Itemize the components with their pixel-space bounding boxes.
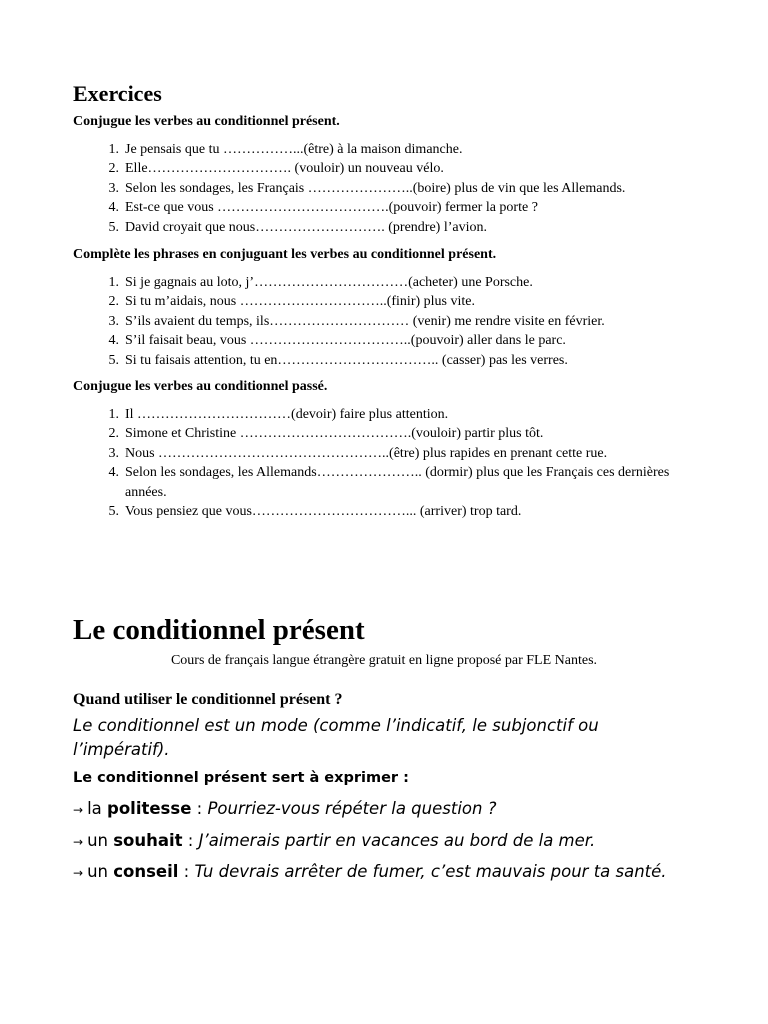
arrow-right-icon: →: [73, 803, 84, 817]
intro-text: Le conditionnel est un mode (comme l’indicatif, le subjonctif ou l’impératif).: [73, 716, 599, 759]
list-item: 1. Si je gagnais au loto, j’……………………………(acheter) une Porsche.: [108, 275, 533, 290]
list-item: 4. Selon les sondages, les Allemands………………….. (dormir) plus que les Français ces dernières années.: [108, 465, 670, 500]
list-item: 3. Nous …………………………………………..(être) plus rapides en prenant cette rue.: [108, 445, 608, 461]
list-item: 5. Si tu faisais attention, tu en…………………………….. (casser) pas les verres.: [108, 352, 568, 368]
list-item: 3. Selon les sondages, les Français …………………..(boire) plus de vin que les Allemands.: [108, 180, 626, 196]
list-item: 3. S’ils avaient du temps, ils………………………… (venir) me rendre visite en février.: [108, 313, 605, 329]
list-item: 1. Il ……………………………(devoir) faire plus attention.: [108, 407, 449, 422]
list-item: 2. Si tu m’aidais, nous …………………………..(finir) plus vite.: [108, 294, 475, 310]
use-souhait: → un souhait : J’aimerais partir en vacances au bord de la mer.: [73, 831, 596, 850]
list-item: 5. David croyait que nous………………………. (prendre) l’avion.: [108, 219, 487, 235]
exercises-title: Exercices: [73, 81, 162, 106]
section-3-heading: Conjugue les verbes au conditionnel passé.: [73, 379, 328, 394]
list-item: 2. Simone et Christine ……………………………….(vouloir) partir plus tôt.: [108, 426, 544, 442]
use-conseil: → un conseil : Tu devrais arrêter de fumer, c’est mauvais pour ta santé.: [73, 862, 667, 881]
section-3-list: [73, 405, 693, 521]
use-politesse: → la politesse : Pourriez-vous répéter la question ?: [73, 799, 497, 818]
lesson-title: Le conditionnel présent: [73, 614, 365, 646]
section-2-heading: Complète les phrases en conjuguant les verbes au conditionnel présent.: [73, 247, 497, 262]
list-item: 4. S’il faisait beau, vous ……………………………..(pouvoir) aller dans le parc.: [108, 333, 566, 349]
question-heading: Quand utiliser le conditionnel présent ?: [73, 691, 343, 708]
lesson-subtitle: Cours de français langue étrangère gratuit en ligne proposé par FLE Nantes.: [170, 653, 598, 668]
list-item: 2. Elle…………………………. (vouloir) un nouveau vélo.: [108, 161, 444, 177]
arrow-right-icon: →: [73, 835, 84, 849]
uses-heading: Le conditionnel présent sert à exprimer :: [73, 770, 409, 786]
section-1-list: [73, 140, 693, 237]
section-2-list: [73, 273, 693, 370]
arrow-right-icon: →: [73, 866, 84, 880]
section-1-heading: Conjugue les verbes au conditionnel présent.: [73, 114, 340, 129]
list-item: 1. Je pensais que tu ……………...(être) à la maison dimanche.: [108, 142, 463, 157]
list-item: 5. Vous pensiez que vous……………………………... (arriver) trop tard.: [108, 504, 522, 520]
list-item: 4. Est-ce que vous ……………………………….(pouvoir) fermer la porte ?: [108, 200, 538, 216]
